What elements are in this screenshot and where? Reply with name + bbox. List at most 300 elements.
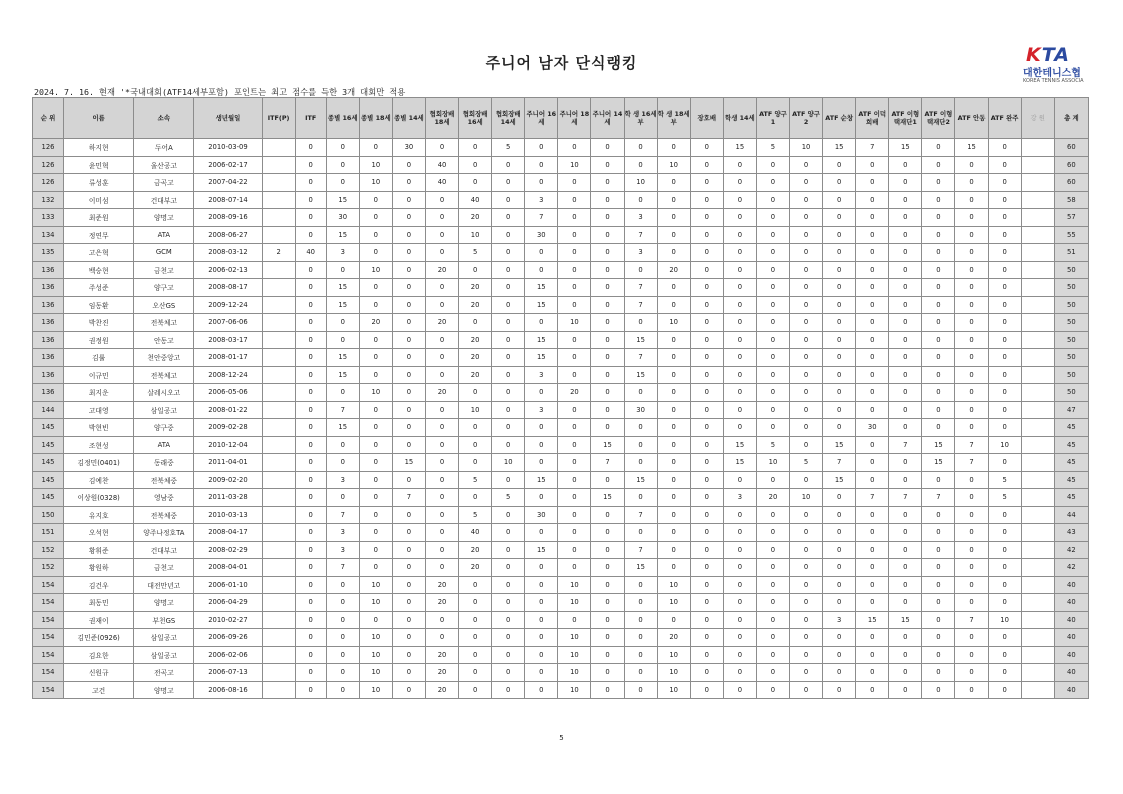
table-cell: 0: [790, 191, 823, 209]
table-cell: [262, 209, 295, 227]
table-cell: 0: [425, 489, 458, 507]
table-cell: GCM: [134, 244, 194, 262]
table-cell: 0: [392, 226, 425, 244]
table-cell: 0: [558, 401, 591, 419]
table-cell: 0: [889, 506, 922, 524]
table-cell: 0: [591, 331, 624, 349]
table-cell: 0: [591, 471, 624, 489]
table-cell: 0: [756, 664, 789, 682]
column-header: ATF 순창: [823, 98, 856, 139]
table-cell: 20: [558, 384, 591, 402]
table-cell: 0: [392, 384, 425, 402]
total-cell: 40: [1054, 594, 1088, 612]
total-cell: 58: [1054, 191, 1088, 209]
column-header: 강 원: [1021, 98, 1054, 139]
table-cell: 20: [425, 681, 458, 699]
table-cell: 0: [591, 646, 624, 664]
total-cell: 50: [1054, 366, 1088, 384]
table-cell: 0: [591, 576, 624, 594]
table-cell: 0: [690, 594, 723, 612]
table-cell: 0: [889, 314, 922, 332]
table-cell: 0: [988, 226, 1021, 244]
table-cell: 0: [723, 646, 756, 664]
table-cell: 0: [359, 296, 392, 314]
table-cell: 0: [425, 244, 458, 262]
table-cell: 전곡고: [134, 664, 194, 682]
table-cell: [262, 489, 295, 507]
table-cell: 0: [988, 244, 1021, 262]
table-cell: 안동고: [134, 331, 194, 349]
table-cell: 0: [425, 226, 458, 244]
table-cell: 0: [856, 384, 889, 402]
table-cell: 0: [392, 156, 425, 174]
table-cell: 0: [690, 541, 723, 559]
table-cell: 0: [955, 419, 988, 437]
table-cell: 0: [889, 454, 922, 472]
table-cell: [1021, 296, 1054, 314]
player-name-cell: 임동환: [64, 296, 134, 314]
table-cell: 0: [492, 279, 525, 297]
table-cell: 0: [425, 331, 458, 349]
table-cell: 0: [889, 279, 922, 297]
table-cell: 0: [359, 349, 392, 367]
table-cell: 3: [723, 489, 756, 507]
table-cell: [262, 681, 295, 699]
table-cell: 0: [756, 629, 789, 647]
table-cell: [1021, 384, 1054, 402]
column-header: 종별 18세: [359, 98, 392, 139]
table-cell: 0: [392, 524, 425, 542]
table-cell: 0: [591, 419, 624, 437]
table-cell: 10: [558, 681, 591, 699]
table-cell: 0: [955, 559, 988, 577]
table-cell: 0: [425, 454, 458, 472]
total-cell: 42: [1054, 559, 1088, 577]
table-cell: 0: [359, 489, 392, 507]
table-row: [33, 471, 1089, 489]
table-cell: 0: [591, 629, 624, 647]
table-cell: 0: [591, 664, 624, 682]
table-cell: 5: [492, 489, 525, 507]
table-cell: 0: [459, 611, 492, 629]
table-cell: 0: [392, 559, 425, 577]
table-cell: 0: [723, 296, 756, 314]
table-cell: 2008-03-12: [194, 244, 262, 262]
table-cell: 3: [823, 611, 856, 629]
table-cell: 0: [790, 401, 823, 419]
logo-english-name: KOREA TENNIS ASSOCIA: [1023, 78, 1084, 84]
table-cell: 0: [988, 279, 1021, 297]
table-cell: 0: [425, 524, 458, 542]
table-cell: 3: [326, 541, 359, 559]
rank-cell: 133: [33, 209, 64, 227]
table-cell: 0: [425, 366, 458, 384]
table-cell: 0: [558, 471, 591, 489]
column-header: 협회장배18세: [425, 98, 458, 139]
table-cell: 0: [756, 261, 789, 279]
table-cell: [262, 419, 295, 437]
table-cell: 0: [690, 209, 723, 227]
table-cell: 0: [988, 384, 1021, 402]
table-cell: ATA: [134, 436, 194, 454]
table-cell: [1021, 156, 1054, 174]
table-cell: [262, 454, 295, 472]
table-row: [33, 174, 1089, 192]
table-cell: 0: [756, 681, 789, 699]
table-cell: 0: [988, 139, 1021, 157]
total-cell: 50: [1054, 331, 1088, 349]
table-cell: 20: [459, 366, 492, 384]
table-cell: 0: [492, 191, 525, 209]
table-cell: [1021, 559, 1054, 577]
table-cell: 0: [690, 156, 723, 174]
table-cell: 0: [459, 454, 492, 472]
table-cell: 0: [723, 279, 756, 297]
table-cell: 7: [624, 226, 657, 244]
table-cell: 0: [690, 489, 723, 507]
table-cell: 0: [823, 646, 856, 664]
table-cell: 0: [525, 559, 558, 577]
table-cell: 7: [856, 489, 889, 507]
table-cell: 0: [823, 174, 856, 192]
table-cell: 0: [295, 261, 326, 279]
table-cell: 0: [392, 244, 425, 262]
table-row: [33, 279, 1089, 297]
table-cell: 0: [558, 261, 591, 279]
table-cell: [262, 559, 295, 577]
table-cell: 0: [326, 576, 359, 594]
table-cell: 0: [823, 191, 856, 209]
table-cell: 0: [955, 401, 988, 419]
table-cell: 0: [823, 226, 856, 244]
table-cell: 0: [295, 506, 326, 524]
table-cell: 0: [591, 611, 624, 629]
table-cell: 5: [459, 471, 492, 489]
table-cell: 0: [591, 506, 624, 524]
table-cell: [1021, 209, 1054, 227]
table-cell: 0: [295, 611, 326, 629]
table-cell: 0: [856, 471, 889, 489]
table-cell: 0: [392, 261, 425, 279]
table-cell: [262, 261, 295, 279]
player-name-cell: 최준원: [64, 209, 134, 227]
table-cell: 2006-07-13: [194, 664, 262, 682]
table-cell: 10: [359, 174, 392, 192]
table-cell: [1021, 349, 1054, 367]
table-cell: 2010-03-13: [194, 506, 262, 524]
table-cell: 0: [657, 226, 690, 244]
column-header: 학 생 18세부: [657, 98, 690, 139]
table-cell: 0: [359, 279, 392, 297]
table-cell: 10: [359, 664, 392, 682]
table-cell: 10: [558, 664, 591, 682]
table-cell: 0: [922, 244, 955, 262]
table-cell: [1021, 226, 1054, 244]
table-cell: 0: [988, 174, 1021, 192]
table-cell: 0: [955, 279, 988, 297]
table-cell: 10: [459, 401, 492, 419]
table-cell: 15: [889, 611, 922, 629]
table-cell: 0: [459, 156, 492, 174]
table-cell: 0: [823, 261, 856, 279]
total-cell: 45: [1054, 419, 1088, 437]
table-cell: 0: [690, 366, 723, 384]
table-cell: 0: [723, 541, 756, 559]
table-cell: 0: [326, 314, 359, 332]
table-cell: 7: [624, 349, 657, 367]
table-cell: 0: [359, 331, 392, 349]
table-cell: 15: [525, 296, 558, 314]
table-cell: 0: [889, 261, 922, 279]
table-cell: 0: [790, 629, 823, 647]
table-cell: 2008-09-16: [194, 209, 262, 227]
table-cell: 0: [988, 366, 1021, 384]
table-cell: 0: [295, 524, 326, 542]
table-cell: 0: [392, 191, 425, 209]
table-cell: 삼일공고: [134, 646, 194, 664]
table-cell: 0: [525, 489, 558, 507]
total-cell: 60: [1054, 174, 1088, 192]
table-cell: 0: [690, 174, 723, 192]
table-cell: 0: [690, 191, 723, 209]
column-header: 주니어 14세: [591, 98, 624, 139]
table-cell: 0: [591, 261, 624, 279]
table-cell: 0: [856, 174, 889, 192]
table-cell: 0: [425, 559, 458, 577]
table-row: [33, 314, 1089, 332]
table-row: [33, 454, 1089, 472]
table-cell: 0: [326, 331, 359, 349]
table-cell: 0: [492, 261, 525, 279]
table-cell: 0: [624, 314, 657, 332]
table-cell: 0: [790, 419, 823, 437]
table-cell: 0: [723, 191, 756, 209]
table-cell: 0: [955, 244, 988, 262]
rank-cell: 154: [33, 594, 64, 612]
table-cell: 0: [326, 436, 359, 454]
table-cell: 0: [790, 541, 823, 559]
table-cell: [1021, 594, 1054, 612]
table-cell: 0: [823, 681, 856, 699]
total-cell: 40: [1054, 611, 1088, 629]
table-cell: 0: [657, 506, 690, 524]
player-name-cell: 이규민: [64, 366, 134, 384]
table-cell: 0: [657, 384, 690, 402]
table-cell: 10: [558, 594, 591, 612]
table-cell: 0: [392, 594, 425, 612]
table-row: [33, 331, 1089, 349]
total-cell: 40: [1054, 681, 1088, 699]
table-cell: 10: [558, 314, 591, 332]
table-cell: 0: [295, 436, 326, 454]
table-cell: 0: [295, 576, 326, 594]
table-cell: 0: [988, 349, 1021, 367]
table-cell: 2010-12-04: [194, 436, 262, 454]
table-cell: 0: [823, 489, 856, 507]
table-cell: 15: [392, 454, 425, 472]
table-cell: 0: [591, 226, 624, 244]
table-cell: 0: [922, 471, 955, 489]
table-cell: 0: [690, 559, 723, 577]
table-cell: 0: [425, 471, 458, 489]
total-cell: 40: [1054, 664, 1088, 682]
table-cell: 20: [425, 646, 458, 664]
page-number: 5: [559, 734, 564, 742]
table-cell: 0: [955, 594, 988, 612]
table-cell: 15: [326, 279, 359, 297]
table-cell: 0: [988, 664, 1021, 682]
column-header: 종별 16세: [326, 98, 359, 139]
total-cell: 50: [1054, 349, 1088, 367]
table-cell: 0: [392, 541, 425, 559]
table-cell: 0: [955, 629, 988, 647]
table-cell: 0: [690, 506, 723, 524]
table-cell: 0: [823, 209, 856, 227]
column-header: ATF 이형택재단2: [922, 98, 955, 139]
table-cell: 0: [889, 401, 922, 419]
table-cell: 0: [790, 611, 823, 629]
table-cell: 15: [525, 541, 558, 559]
table-cell: [1021, 331, 1054, 349]
table-cell: 0: [492, 506, 525, 524]
table-cell: 0: [790, 384, 823, 402]
table-cell: 0: [756, 331, 789, 349]
table-cell: 0: [756, 314, 789, 332]
table-cell: 0: [624, 594, 657, 612]
table-cell: 2008-02-29: [194, 541, 262, 559]
table-cell: 0: [988, 401, 1021, 419]
table-cell: 0: [558, 296, 591, 314]
table-cell: [262, 664, 295, 682]
total-cell: 50: [1054, 279, 1088, 297]
table-cell: 0: [988, 576, 1021, 594]
table-cell: 0: [591, 209, 624, 227]
table-cell: 0: [723, 174, 756, 192]
table-cell: 0: [955, 664, 988, 682]
table-cell: 0: [492, 156, 525, 174]
table-cell: 0: [326, 384, 359, 402]
total-cell: 60: [1054, 156, 1088, 174]
column-header: 이름: [64, 98, 134, 139]
column-header: ATF 완주: [988, 98, 1021, 139]
table-cell: 0: [558, 366, 591, 384]
table-cell: 0: [856, 454, 889, 472]
table-row: [33, 559, 1089, 577]
total-cell: 45: [1054, 454, 1088, 472]
table-cell: 15: [525, 279, 558, 297]
table-cell: 0: [359, 419, 392, 437]
table-cell: 0: [790, 349, 823, 367]
table-cell: 0: [295, 191, 326, 209]
table-cell: 0: [723, 559, 756, 577]
table-cell: 0: [988, 156, 1021, 174]
table-cell: 0: [624, 489, 657, 507]
table-cell: 0: [558, 611, 591, 629]
table-cell: 0: [492, 559, 525, 577]
total-cell: 55: [1054, 226, 1088, 244]
column-header: ATF 안동: [955, 98, 988, 139]
table-row: [33, 489, 1089, 507]
rank-cell: 154: [33, 681, 64, 699]
table-cell: 0: [295, 209, 326, 227]
table-cell: 0: [723, 629, 756, 647]
table-cell: 7: [624, 296, 657, 314]
table-cell: 영남중: [134, 489, 194, 507]
table-cell: 0: [295, 559, 326, 577]
table-cell: 0: [988, 541, 1021, 559]
table-cell: 0: [856, 559, 889, 577]
column-header: 순 위: [33, 98, 64, 139]
table-cell: 0: [295, 541, 326, 559]
table-cell: 0: [955, 489, 988, 507]
table-cell: 0: [690, 419, 723, 437]
table-cell: 20: [756, 489, 789, 507]
rank-cell: 136: [33, 384, 64, 402]
table-cell: 0: [922, 331, 955, 349]
table-cell: 0: [492, 436, 525, 454]
table-cell: 동래중: [134, 454, 194, 472]
rank-cell: 145: [33, 489, 64, 507]
table-cell: 15: [922, 454, 955, 472]
table-cell: 10: [359, 261, 392, 279]
table-cell: 15: [922, 436, 955, 454]
table-cell: 0: [756, 611, 789, 629]
table-cell: 15: [823, 139, 856, 157]
table-cell: 0: [624, 629, 657, 647]
table-cell: 0: [823, 541, 856, 559]
table-cell: 0: [459, 629, 492, 647]
table-cell: 2006-01-10: [194, 576, 262, 594]
table-cell: [262, 576, 295, 594]
table-cell: 0: [425, 139, 458, 157]
table-cell: 10: [359, 156, 392, 174]
table-cell: 0: [723, 471, 756, 489]
table-cell: 3: [525, 401, 558, 419]
table-cell: 5: [988, 471, 1021, 489]
table-cell: 천안중앙고: [134, 349, 194, 367]
table-cell: 부천GS: [134, 611, 194, 629]
table-cell: 0: [723, 611, 756, 629]
table-cell: 0: [889, 664, 922, 682]
table-cell: 0: [790, 279, 823, 297]
table-cell: 5: [459, 506, 492, 524]
table-row: [33, 191, 1089, 209]
table-cell: 0: [889, 541, 922, 559]
table-cell: 0: [295, 174, 326, 192]
table-cell: 0: [459, 139, 492, 157]
table-cell: 0: [988, 191, 1021, 209]
table-cell: 0: [591, 191, 624, 209]
table-cell: 0: [988, 261, 1021, 279]
table-row: [33, 436, 1089, 454]
column-header: ATF 양구2: [790, 98, 823, 139]
table-cell: 0: [690, 629, 723, 647]
table-cell: 0: [295, 331, 326, 349]
table-cell: 0: [922, 594, 955, 612]
table-cell: 2011-03-28: [194, 489, 262, 507]
table-cell: 30: [624, 401, 657, 419]
table-cell: 0: [889, 226, 922, 244]
table-cell: 30: [326, 209, 359, 227]
table-cell: 7: [624, 279, 657, 297]
table-cell: 20: [459, 296, 492, 314]
ranking-note: 2024. 7. 16. 현재 '*국내대회(ATF14세부포함) 포인트는 최고 점수를 득한 3개 대회만 적용: [34, 87, 406, 97]
table-cell: 0: [988, 296, 1021, 314]
table-cell: 0: [558, 541, 591, 559]
table-cell: [1021, 506, 1054, 524]
table-cell: 0: [657, 436, 690, 454]
table-cell: 0: [295, 646, 326, 664]
